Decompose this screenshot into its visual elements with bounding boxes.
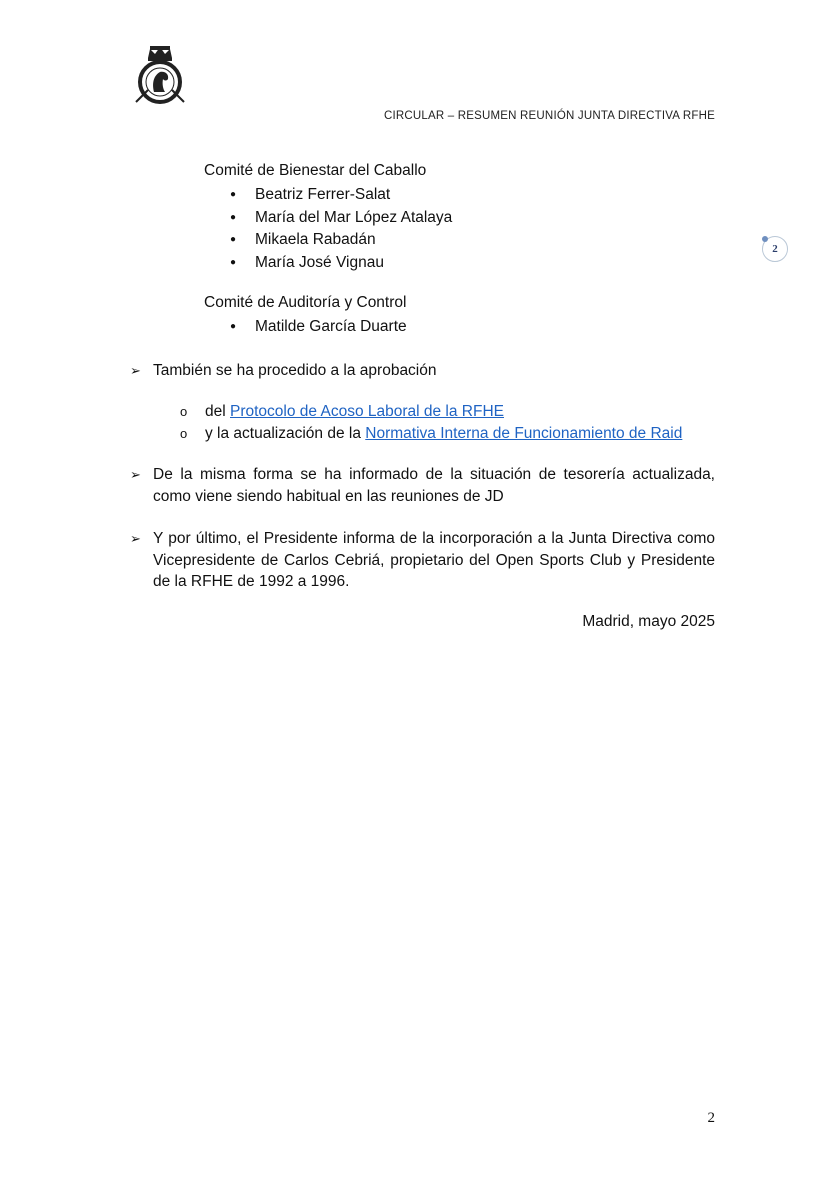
summary-item-text: De la misma forma se ha informado de la situación de tesorería actualizada, como viene siendo habitual en las reuniones de JD <box>153 466 715 505</box>
badge-dot-icon <box>762 236 768 242</box>
arrow-bullet-icon: ➢ <box>130 363 141 378</box>
summary-item <box>130 464 715 507</box>
arrow-bullet-icon: ➢ <box>130 531 141 546</box>
approval-prefix: del <box>205 403 226 420</box>
protocol-link[interactable]: Protocolo de Acoso Laboral de la RFHE <box>230 403 504 420</box>
signature-place-date: Madrid, mayo 2025 <box>582 613 715 630</box>
approval-item <box>180 423 682 445</box>
committee-member: ● Mikaela Rabadán <box>230 229 452 252</box>
summary-item-text: También se ha procedido a la aprobación <box>153 362 437 379</box>
summary-item <box>130 528 715 593</box>
approvals-list <box>180 401 682 445</box>
summary-item <box>130 360 715 382</box>
page-badge <box>762 236 788 262</box>
approval-prefix: y la actualización de la <box>205 425 361 442</box>
page-number: 2 <box>707 1110 715 1126</box>
committee-title: Comité de Auditoría y Control <box>204 294 407 311</box>
arrow-bullet-icon: ➢ <box>130 467 141 482</box>
page-badge-number: 2 <box>772 243 778 255</box>
committee-member: ● María José Vignau <box>230 252 452 275</box>
committee-member-list <box>230 316 407 339</box>
committee-member: ● Matilde García Duarte <box>230 316 407 339</box>
committee-title: Comité de Bienestar del Caballo <box>204 162 427 179</box>
summary-item-text: Y por último, el Presidente informa de la incorporación a la Junta Directiva como Vicepresidente de Carlos Cebriá, propietario del Open Sports Club y Presidente de la RFHE de 1992 a 1996. <box>153 530 715 590</box>
committee-member: ● Beatriz Ferrer-Salat <box>230 184 452 207</box>
approval-item <box>180 401 682 423</box>
raid-regulation-link[interactable]: Normativa Interna de Funcionamiento de Raid <box>365 425 683 442</box>
committee-member: ● María del Mar López Atalaya <box>230 207 452 230</box>
rfhe-crest-logo <box>134 44 186 106</box>
committee-member-list <box>230 184 452 274</box>
header-title: CIRCULAR – RESUMEN REUNIÓN JUNTA DIRECTIVA RFHE <box>383 110 715 122</box>
